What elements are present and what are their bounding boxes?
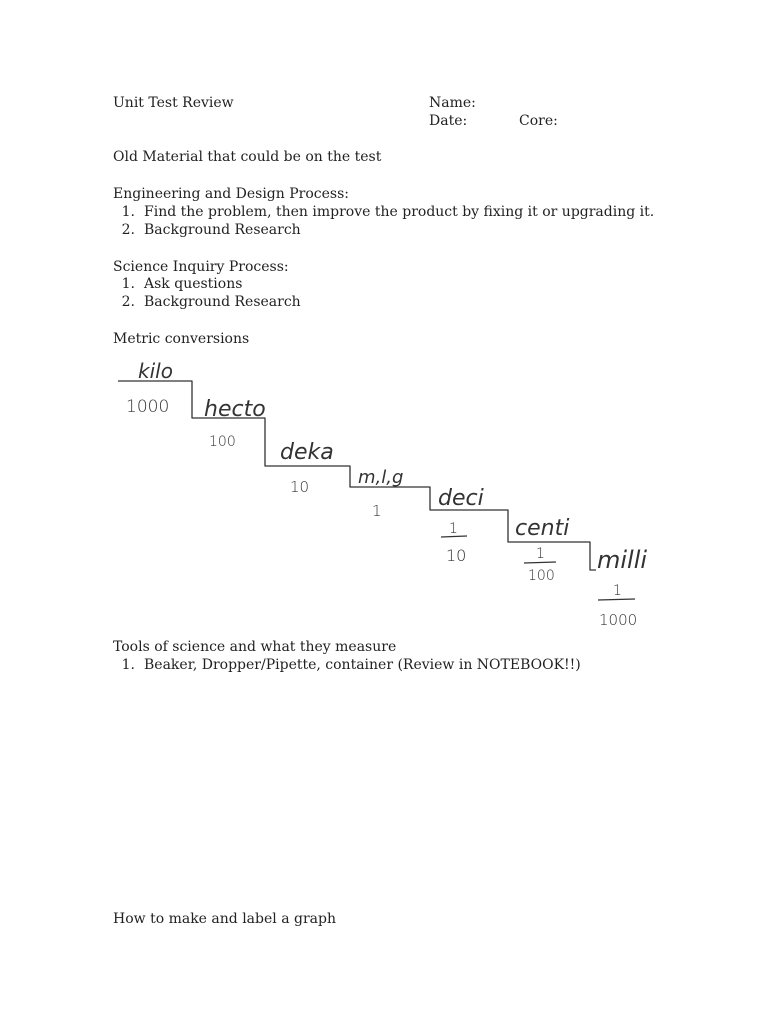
staircase-line [118, 381, 596, 570]
step-prefix-hecto: hecto [204, 397, 266, 422]
step-value-kilo: 1000 [126, 397, 170, 417]
page-title: Unit Test Review [113, 95, 234, 111]
fraction-bar-centi [524, 562, 556, 563]
list-text: Beaker, Dropper/Pipette, container (Review in NOTEBOOK!!) [144, 657, 581, 673]
step-value-base: 1 [372, 502, 382, 520]
engineering-heading: Engineering and Design Process: [113, 186, 349, 202]
name-label: Name: [429, 95, 476, 111]
step-value-deci-denominator: 10 [446, 546, 467, 565]
fraction-bar-milli [598, 599, 635, 600]
step-prefix-deka: deka [280, 440, 334, 465]
date-label: Date: [429, 113, 468, 129]
step-prefix-kilo: kilo [138, 359, 173, 383]
list-number: 1. [121, 204, 135, 220]
step-value-deka: 10 [290, 478, 310, 496]
tools-list [113, 656, 581, 674]
tools-heading: Tools of science and what they measure [113, 639, 397, 655]
list-number: 1. [121, 657, 135, 673]
step-value-deci-numerator: 1 [449, 521, 458, 537]
list-number: 2. [121, 294, 135, 310]
list-text: Find the problem, then improve the product by fixing it or upgrading it. [144, 204, 655, 220]
step-value-centi-numerator: 1 [536, 546, 545, 562]
metric-heading: Metric conversions [113, 331, 250, 347]
step-prefix-deci: deci [438, 486, 484, 511]
step-value-milli-denominator: 1000 [599, 611, 638, 629]
step-value-hecto: 100 [209, 434, 236, 450]
intro-text: Old Material that could be on the test [113, 149, 382, 165]
inquiry-heading: Science Inquiry Process: [113, 259, 289, 275]
step-prefix-centi: centi [515, 516, 570, 541]
graph-heading: How to make and label a graph [113, 911, 336, 927]
step-prefix-base: m,l,g [358, 467, 404, 488]
list-number: 1. [121, 276, 135, 292]
step-value-centi-denominator: 100 [528, 568, 555, 584]
list-item [113, 656, 581, 674]
list-number: 2. [121, 222, 135, 238]
step-value-milli-numerator: 1 [613, 583, 622, 599]
list-text: Ask questions [144, 276, 243, 292]
step-prefix-milli: milli [597, 546, 648, 574]
core-label: Core: [519, 113, 558, 129]
list-text: Background Research [144, 294, 301, 310]
list-text: Background Research [144, 222, 301, 238]
